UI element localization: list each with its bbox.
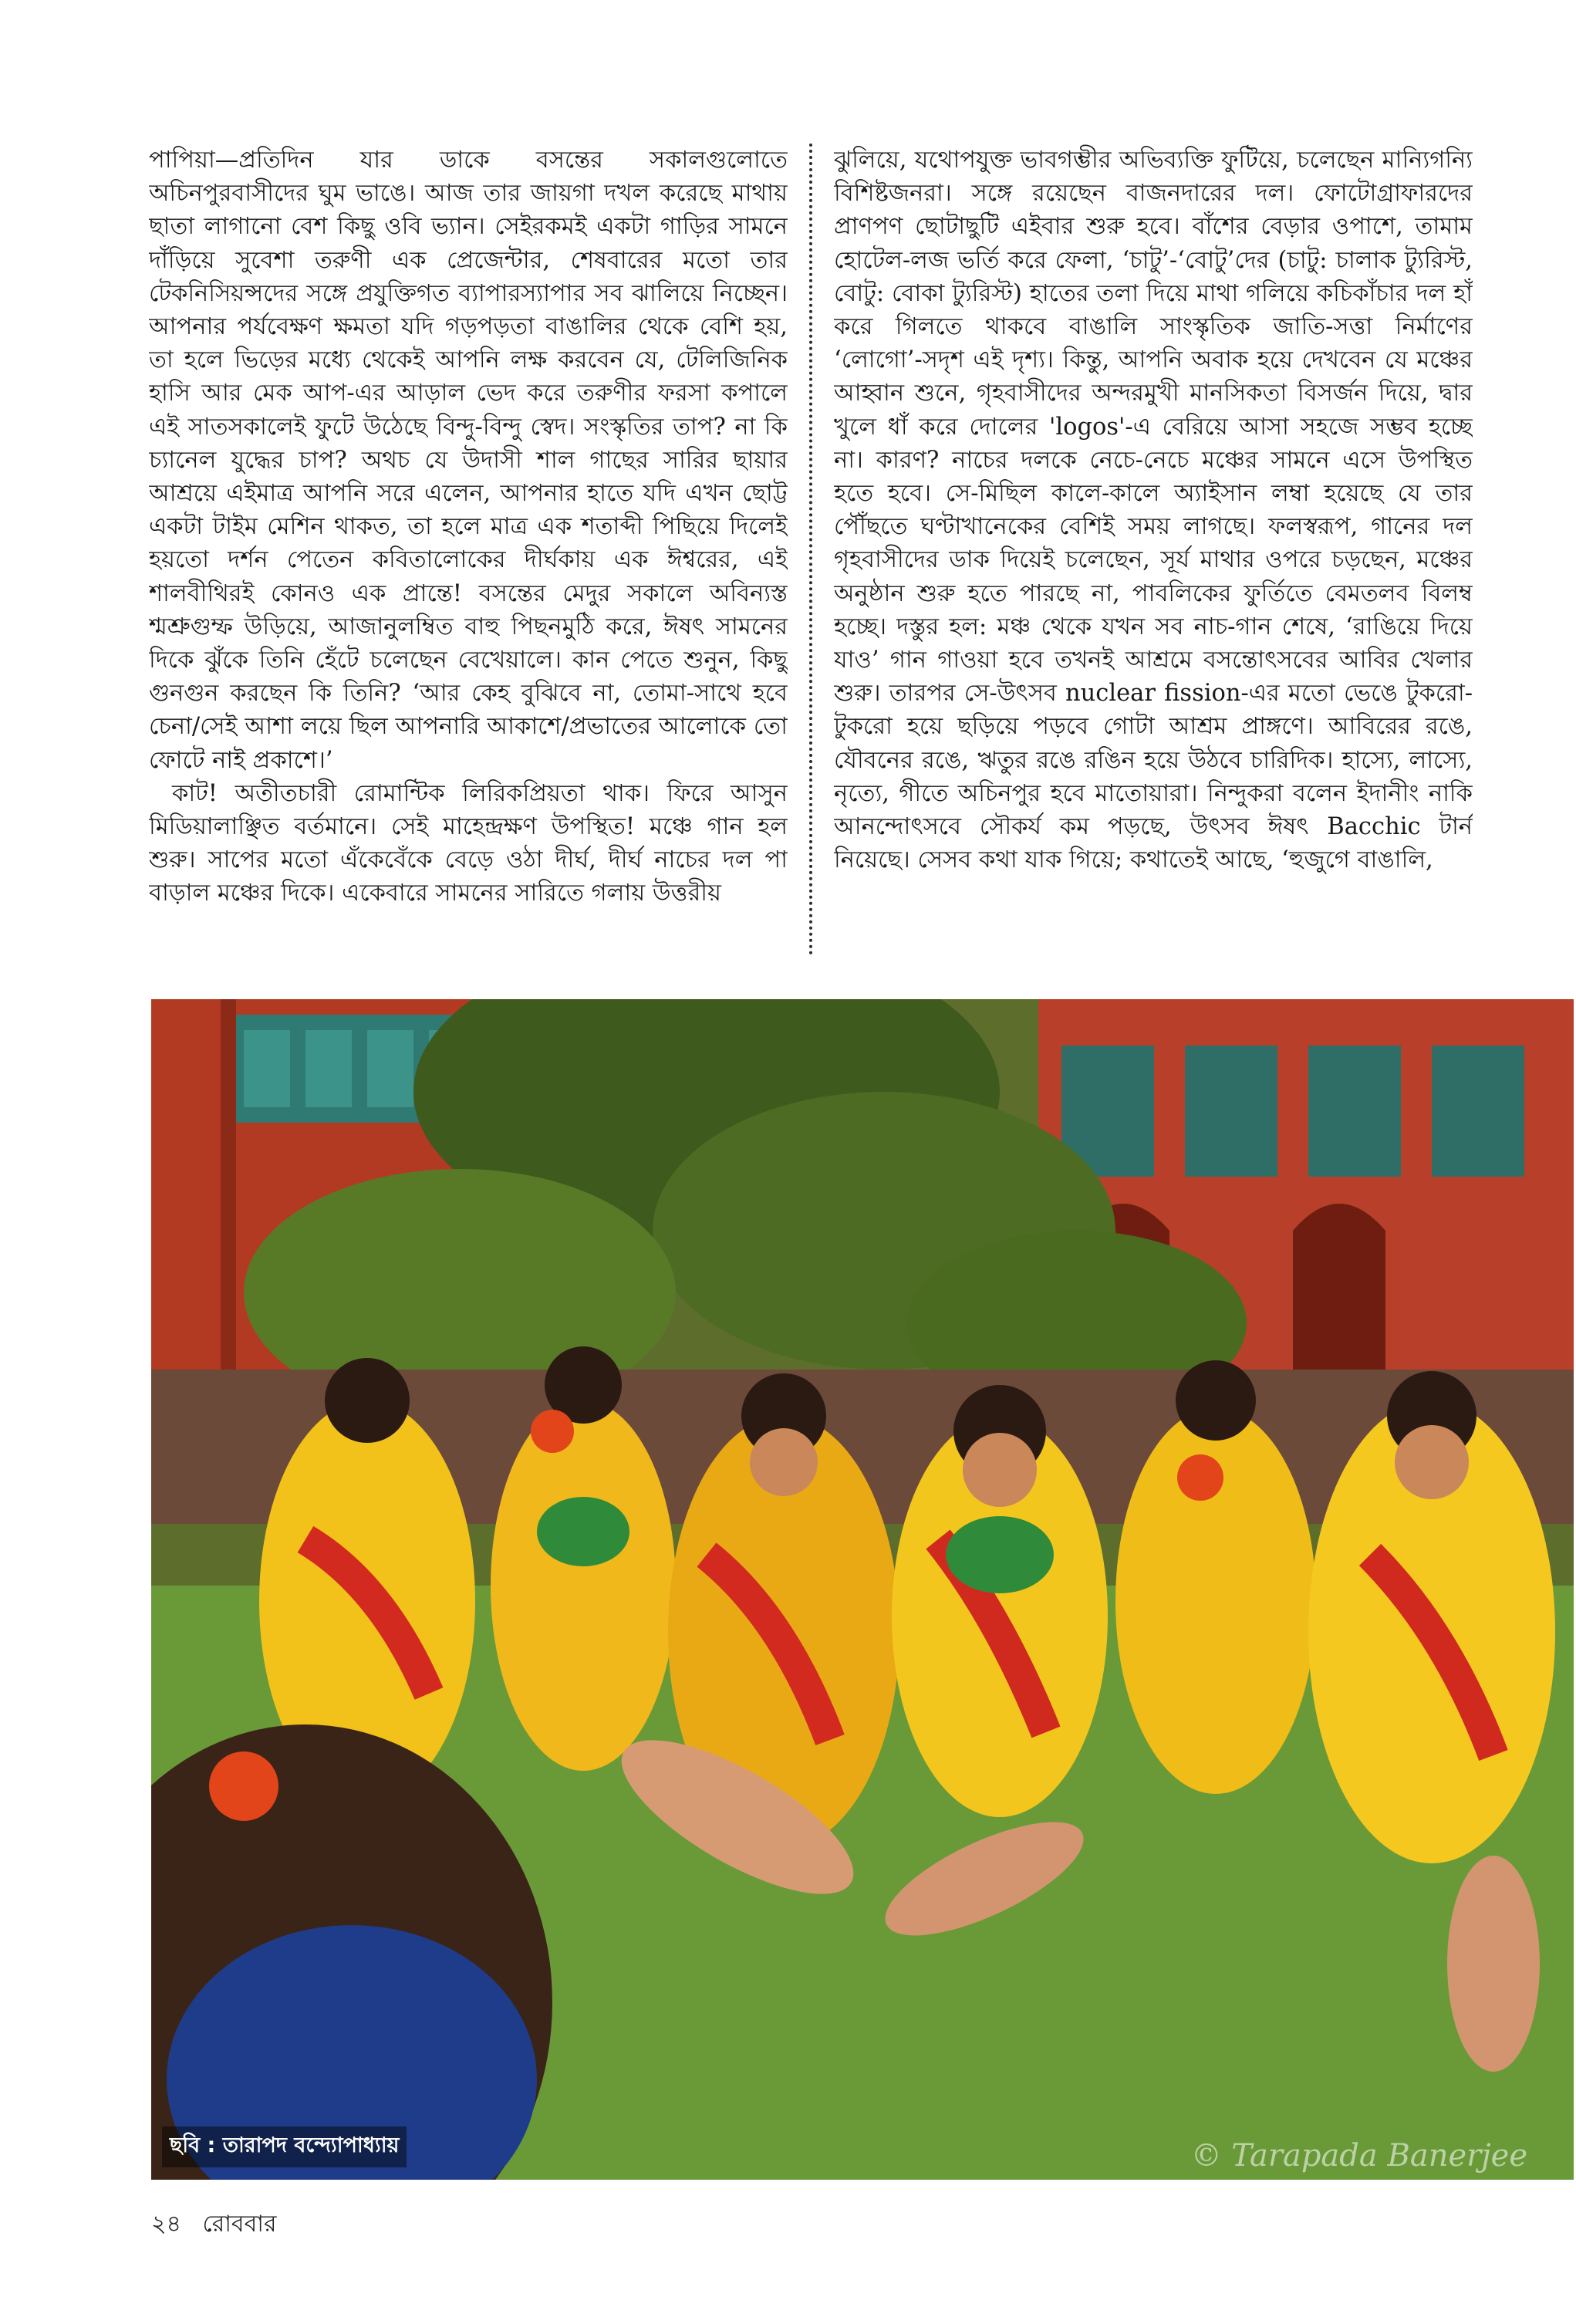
- photo-watermark: © Tarapada Banerjee: [1190, 2138, 1527, 2174]
- paragraph: কাট! অতীতচারী রোমান্টিক লিরিকপ্রিয়তা থাক। ফিরে আসুন মিডিয়ালাঞ্ছিত বর্তমানে। সেই মাহেন্দ্রক্ষণ উপস্থিত! মঞ্চে গান হল শুরু। সাপের মতো এঁকেবেঁকে বেড়ে ওঠা দীর্ঘ, দীর্ঘ নাচের দল পা বাড়াল মঞ্চের দিকে। একেবারে সামনের সারিতে গলায় উত্তরীয়: [149, 779, 788, 907]
- festival-photo: [151, 999, 1574, 2180]
- article-column-right: [834, 144, 1473, 955]
- photo-credit: ছবি : তারাপদ বন্দ্যোপাধ্যায়: [162, 2126, 407, 2167]
- festival-photo-illustration: [151, 999, 1574, 2180]
- magazine-name: রোববার: [202, 2211, 277, 2238]
- article-column-left: [149, 144, 788, 955]
- paragraph: পাপিয়া—প্রতিদিন যার ডাকে বসন্তের সকালগুলোতে অচিনপুরবাসীদের ঘুম ভাঙে। আজ তার জায়গা দখল করেছে মাথায় ছাতা লাগানো বেশ কিছু ওবি ভ্যান। সেইরকমই একটা গাড়ির সামনে দাঁড়িয়ে সুবেশা তরুণী এক প্রেজেন্টার, শেষবারের মতো তার টেকনিসিয়ন্সদের সঙ্গে প্রযুক্তিগত ব্যাপারস্যাপার সব ঝালিয়ে নিচ্ছেন। আপনার পর্যবেক্ষণ ক্ষমতা যদি গড়পড়তা বাঙালির থেকে বেশি হয়, তা হলে ভিড়ের মধ্যে থেকেই আপনি লক্ষ করবেন যে, টেলিজিনিক হাসি আর মেক আপ-এর আড়াল ভেদ করে তরুণীর ফরসা কপালে এই সাতসকালেই ফুটে উঠেছে বিন্দু-বিন্দু স্বেদ। সংস্কৃতির তাপ? না কি চ্যানেল যুদ্ধের চাপ? অথচ যে উদাসী শাল গাছের সারির ছায়ার আশ্রয়ে এইমাত্র আপনি সরে এলেন, আপনার হাতে যদি এখন ছোট্ট একটা টাইম মেশিন থাকত, তা হলে মাত্র এক শতাব্দী পিছিয়ে দিলেই হয়তো দর্শন পেতেন কবিতালোকের দীর্ঘকায় এক ঈশ্বরের, এই শালবীথিরই কোনও এক প্রান্তে! বসন্তের মেদুর সকালে অবিন্যস্ত শ্মশ্রুগুম্ফ উড়িয়ে, আজানুলম্বিত বাহু পিছনমুঠি করে, ঈষৎ সামনের দিকে ঝুঁকে তিনি হেঁটে চলেছেন বেখেয়ালে। কান পেতে শুনুন, কিছু গুনগুন করছেন কি তিনি? ‘আর কেহ বুঝিবে না, তোমা-সাথে হবে চেনা/সেই আশা লয়ে ছিল আপনারি আকাশে/প্রভাতের আলোকে তো ফোটে নাই প্রকাশে।’: [149, 147, 788, 774]
- page-footer: [151, 2205, 277, 2245]
- column-divider: [809, 144, 812, 955]
- page-number: ২৪: [151, 2211, 181, 2238]
- paragraph: ঝুলিয়ে, যথোপযুক্ত ভাবগম্ভীর অভিব্যক্তি ফুটিয়ে, চলেছেন মান্যিগন্যি বিশিষ্টজনরা। সঙ্গে রয়েছেন বাজনদারের দল। ফোটোগ্রাফারদের প্রাণপণ ছোটাছুটি এইবার শুরু হবে। বাঁশের বেড়ার ওপাশে, তামাম হোটেল-লজ ভর্তি করে ফেলা, ‘চাটু’-‘বোটু’দের (চাটু: চালাক ট্যুরিস্ট, বোটু: বোকা ট্যুরিস্ট) হাতের তলা দিয়ে মাথা গলিয়ে কচিকাঁচার দল হাঁ করে গিলতে থাকবে বাঙালি সাংস্কৃতিক জাতি-সত্তা নির্মাণের ‘লোগো’-সদৃশ এই দৃশ্য। কিন্তু, আপনি অবাক হয়ে দেখবেন যে মঞ্চের আহ্বান শুনে, গৃহবাসীদের অন্দরমুখী মানসিকতা বিসর্জন দিয়ে, দ্বার খুলে ধাঁ করে দোলের 'logos'-এ বেরিয়ে আসা সহজে সম্ভব হচ্ছে না। কারণ? নাচের দলকে নেচে-নেচে মঞ্চের সামনে এসে উপস্থিত হতে হবে। সে-মিছিল কালে-কালে অ্যাইসান লম্বা হয়েছে যে তার পৌঁছতে ঘণ্টাখানেকের বেশিই সময় লাগছে। ফলস্বরূপ, গানের দল গৃহবাসীদের ডাক দিয়েই চলেছেন, সূর্য মাথার ওপরে চড়ছেন, মঞ্চের অনুষ্ঠান শুরু হতে পারছে না, পাবলিকের ফুর্তিতে বেমতলব বিলম্ব হচ্ছে। দস্তুর হল: মঞ্চ থেকে যখন সব নাচ-গান শেষে, ‘রাঙিয়ে দিয়ে যাও’ গান গাওয়া হবে তখনই আশ্রমে বসন্তোৎসবের আবির খেলার শুরু। তারপর সে-উৎসব nuclear fission-এর মতো ভেঙে টুকরো-টুকরো হয়ে ছড়িয়ে পড়বে গোটা আশ্রম প্রাঙ্গণে। আবিরের রঙে, যৌবনের রঙে, ঋতুর রঙে রঙিন হয়ে উঠবে চারিদিক। হাস্যে, লাস্যে, নৃত্যে, গীতে অচিনপুর হবে মাতোয়ারা। নিন্দুকরা বলেন ইদানীং নাকি আনন্দোৎসবে সৌকর্য কম পড়ছে, উৎসব ঈষৎ Bacchic টার্ন নিয়েছে। সেসব কথা যাক গিয়ে; কথাতেই আছে, ‘হুজুগে বাঙালি,: [834, 147, 1473, 874]
- article-body: [149, 144, 1473, 955]
